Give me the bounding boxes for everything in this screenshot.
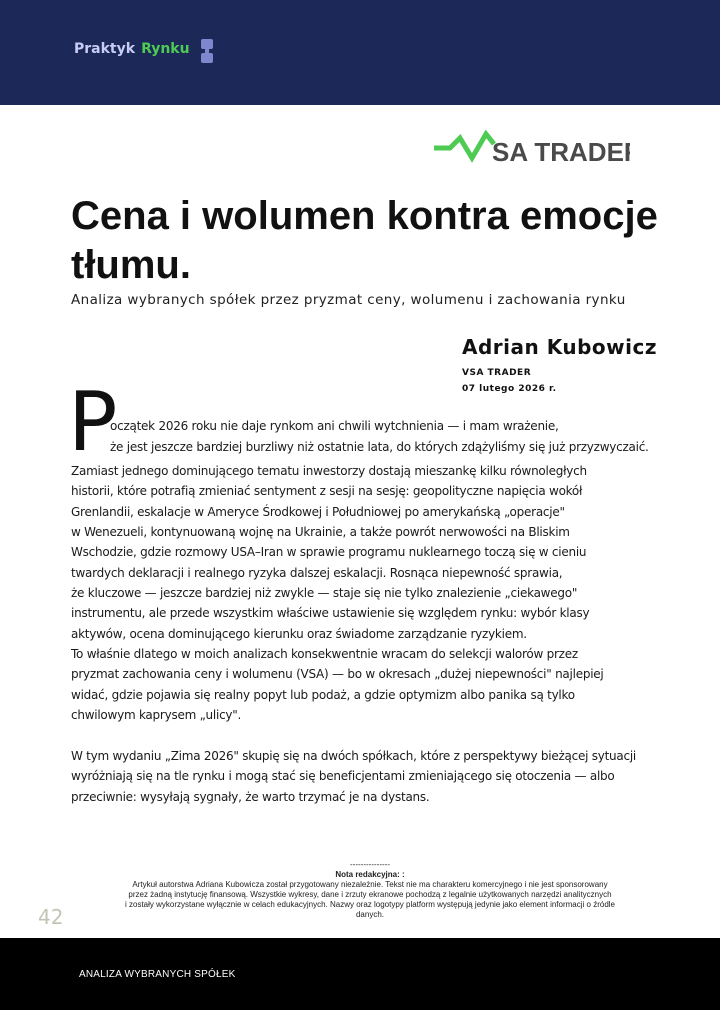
note-line: Artykuł autorstwa Adriana Kubowicza został przygotowany niezależnie. Tekst nie ma charakteru komercyjnego i nie jest sponsorowany	[132, 880, 608, 889]
body-line: że kluczowe — jeszcze bardziej niż zwykle — staje się nie tylko znalezienie „ciekawego"	[71, 586, 578, 600]
body-line: chwilowym kaprysem „ulicy".	[71, 708, 242, 722]
body-line: twardych deklaracji i realnego ryzyka dalszej eskalacji. Rosnąca niepewność sprawia,	[71, 566, 563, 580]
note-separator: ---------------	[350, 860, 390, 869]
vsa-trader-mark-icon	[434, 130, 630, 166]
note-line: i zostały wykorzystane wyłącznie w celach edukacyjnych. Nazwy oraz logotypy platform występują jedynie jako element informacji o źródle	[125, 900, 615, 909]
note-line: danych.	[355, 910, 385, 919]
body-line: To właśnie dlatego w moich analizach konsekwentnie wracam do selekcji walorów przez	[71, 647, 578, 661]
article-subtitle: Analiza wybranych spółek przez pryzmat ceny, wolumenu i zachowania rynku	[71, 292, 626, 308]
page-header	[0, 0, 720, 105]
hourglass-icon	[201, 39, 213, 63]
body-line: wyróżniają się na tle rynku i mogą stać się beneficjentami zmieniającego się otoczenia — albo	[71, 769, 615, 783]
author-name: Adrian Kubowicz	[462, 335, 657, 359]
body-line: Zamiast jednego dominującego tematu inwestorzy dostają mieszankę kilku równoległych	[71, 464, 587, 478]
body-line: widać, gdzie pojawia się realny popyt lub podaż, a gdzie optymizm albo panika są tylko	[71, 688, 575, 702]
author-organization: VSA TRADER	[462, 368, 532, 378]
publication-date: 07 lutego 2026 r.	[462, 384, 557, 394]
article-title: Cena i wolumen kontra emocje tłumu.	[71, 194, 658, 287]
brand-name	[74, 41, 190, 57]
note-line: przez żadną instytucję finansową. Wszystkie wykresy, dane i zrzuty ekranowe pochodzą z legalnie użytkowanych narzędzi analitycznych	[128, 890, 612, 899]
drop-cap: P	[68, 375, 118, 470]
body-line: aktywów, ocena dominującego kierunku oraz świadome zarządzanie ryzykiem.	[71, 627, 527, 641]
body-line: Grenlandii, eskalacje w Ameryce Środkowej i Południowej po amerykańską „operacje"	[71, 505, 565, 519]
brand-word-praktyk: Praktyk	[74, 41, 136, 57]
editorial-note	[80, 860, 660, 920]
body-line: W tym wydaniu „Zima 2026" skupię się na dwóch spółkach, które z perspektywy bieżącej sytuacji	[71, 749, 637, 763]
page-number: 42	[38, 905, 64, 929]
body-line: że jest jeszcze bardziej burzliwy niż ostatnie lata, do których zdążyliśmy się już przyzwyczaić.	[110, 440, 649, 454]
body-line: przeciwnie: wysyłają sygnały, że warto trzymać je na dystans.	[71, 790, 430, 804]
footer-section-title: ANALIZA WYBRANYCH SPÓŁEK	[79, 969, 236, 980]
page-footer	[0, 938, 720, 1010]
note-title: Nota redakcyjna: :	[335, 870, 405, 879]
vsa-trader-logo	[434, 130, 630, 166]
body-line: Wschodzie, gdzie rozmowy USA–Iran w sprawie programu nuklearnego toczą się w cieniu	[71, 545, 587, 559]
body-line: historii, które potrafią zmieniać sentyment z sesji na sesję: geopolityczne napięcia wokół	[71, 484, 583, 498]
logo-text: SA TRADER	[492, 137, 630, 166]
brand-word-rynku: Rynku	[141, 41, 190, 57]
body-line: w Wenezueli, kontynuowaną wojnę na Ukrainie, a także powrót nerwowości na Bliskim	[71, 525, 570, 539]
body-line: pryzmat zachowania ceny i wolumenu (VSA) — bo w okresach „dużej niepewności" najlepiej	[71, 667, 604, 681]
body-line: instrumentu, ale przede wszystkim właściwe ustawienie się względem rynku: wybór klasy	[71, 606, 590, 620]
body-line: oczątek 2026 roku nie daje rynkom ani chwili wytchnienia — i mam wrażenie,	[110, 419, 559, 433]
